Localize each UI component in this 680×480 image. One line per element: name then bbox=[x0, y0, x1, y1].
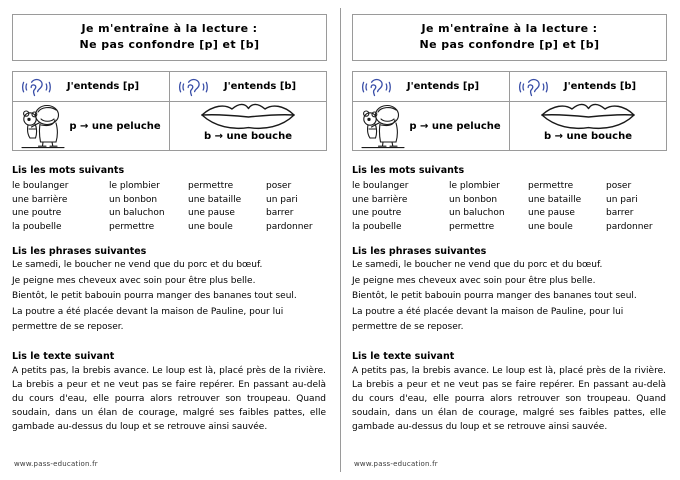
word-item: le plombier bbox=[449, 181, 500, 191]
panel-divider bbox=[340, 8, 341, 472]
ear-listening-icon bbox=[178, 76, 212, 98]
phrase-item: Je peigne mes cheveux avec soin pour être plus belle. bbox=[352, 275, 596, 286]
phoneme-illustration-cell-b bbox=[170, 102, 327, 151]
word-item: permettre bbox=[188, 181, 234, 191]
word-item: permettre bbox=[449, 221, 495, 232]
phrase-item: Le samedi, le boucher ne vend que du porc et du bœuf. bbox=[12, 260, 263, 270]
phoneme-heading-cell-b bbox=[510, 72, 667, 102]
word-item: une poutre bbox=[352, 208, 402, 218]
word-item: permettre bbox=[109, 221, 155, 232]
phoneme-caption-p: p → une peluche bbox=[409, 120, 501, 132]
word-item: un baluchon bbox=[449, 208, 505, 218]
child-hugging-teddy-bear-icon bbox=[357, 103, 409, 149]
word-item: pardonner bbox=[266, 221, 313, 232]
words-instruction: Lis les mots suivants bbox=[12, 165, 125, 176]
word-item: barrer bbox=[266, 208, 294, 218]
phrases-exercise bbox=[12, 246, 330, 336]
phoneme-heading-label-p: J'entends [p] bbox=[406, 81, 480, 92]
word-item: le plombier bbox=[109, 181, 160, 191]
phoneme-heading-label-b: J'entends [b] bbox=[563, 81, 637, 92]
words-grid bbox=[352, 180, 670, 233]
phoneme-caption-p: p → une peluche bbox=[69, 120, 161, 132]
phoneme-illustration-cell-b bbox=[510, 102, 667, 151]
phrase-item: Le samedi, le boucher ne vend que du porc et du bœuf. bbox=[352, 260, 603, 270]
footer-website: www.pass-education.fr bbox=[14, 460, 98, 468]
word-item: une barrière bbox=[12, 194, 68, 205]
word-item: une boule bbox=[528, 221, 573, 232]
word-item: pardonner bbox=[606, 221, 653, 232]
ear-listening-icon bbox=[361, 76, 395, 98]
word-item: une poutre bbox=[12, 208, 62, 218]
title-box bbox=[12, 14, 327, 61]
text-passage: A petits pas, la brebis avance. Le loup est là, placé près de la rivière. La brebis a peur et ne veut pas se faire repérer. En passant au-delà du cours d'eau, elle pourra alors retrouver son troupeau. Quand soudain, dans un élan de courage, malgré ses faibles pattes, elle gambade au-dessus du loup et se retrouve ainsi sauvée. bbox=[12, 365, 326, 432]
text-instruction: Lis le texte suivant bbox=[352, 350, 455, 362]
phoneme-illustration-cell-p bbox=[13, 102, 170, 151]
phoneme-caption-b: b → une bouche bbox=[204, 131, 292, 142]
phrases-instruction: Lis les phrases suivantes bbox=[12, 246, 147, 257]
word-item: poser bbox=[606, 181, 632, 191]
word-item: une pause bbox=[528, 208, 575, 218]
word-item: permettre bbox=[528, 181, 574, 191]
title-line-1: Je m'entraîne à la lecture : bbox=[421, 22, 598, 35]
title-box bbox=[352, 14, 667, 61]
lips-mouth-icon bbox=[539, 102, 637, 130]
worksheet-panel-right bbox=[340, 0, 680, 480]
phoneme-heading-cell-p bbox=[353, 72, 510, 102]
words-instruction: Lis les mots suivants bbox=[352, 165, 465, 176]
text-instruction: Lis le texte suivant bbox=[12, 350, 115, 362]
footer-website: www.pass-education.fr bbox=[354, 460, 438, 468]
text-exercise bbox=[352, 351, 670, 434]
phoneme-illustration-row bbox=[13, 102, 327, 151]
word-item: une pause bbox=[188, 208, 235, 218]
phrase-item: Bientôt, le petit babouin pourra manger des bananes tout seul. bbox=[12, 291, 297, 301]
word-item: le boulanger bbox=[352, 181, 409, 191]
word-item: barrer bbox=[606, 208, 634, 218]
title-line-1: Je m'entraîne à la lecture : bbox=[81, 22, 258, 35]
word-item: une bataille bbox=[528, 194, 582, 205]
ear-listening-icon bbox=[518, 76, 552, 98]
phoneme-illustration-row bbox=[353, 102, 667, 151]
phoneme-caption-b: b → une bouche bbox=[544, 131, 632, 142]
words-exercise bbox=[352, 165, 670, 233]
word-item: une barrière bbox=[352, 194, 408, 205]
word-item: un bonbon bbox=[109, 194, 158, 205]
words-exercise bbox=[12, 165, 330, 233]
phoneme-heading-cell-b bbox=[170, 72, 327, 102]
phoneme-table bbox=[352, 71, 667, 151]
text-passage: A petits pas, la brebis avance. Le loup est là, placé près de la rivière. La brebis a peur et ne veut pas se faire repérer. En passant au-delà du cours d'eau, elle pourra alors retrouver son troupeau. Quand soudain, dans un élan de courage, malgré ses faibles pattes, elle gambade au-dessus du loup et se retrouve ainsi sauvée. bbox=[352, 365, 666, 432]
words-grid bbox=[12, 180, 330, 233]
phoneme-heading-row bbox=[353, 72, 667, 102]
title-line-2: Ne pas confondre [p] et [b] bbox=[79, 38, 260, 51]
word-item: le boulanger bbox=[12, 181, 69, 191]
word-item: un pari bbox=[266, 194, 298, 205]
word-item: un bonbon bbox=[449, 194, 498, 205]
phrase-item: Je peigne mes cheveux avec soin pour être plus belle. bbox=[12, 275, 256, 286]
text-exercise bbox=[12, 351, 330, 434]
phrases-instruction: Lis les phrases suivantes bbox=[352, 246, 487, 257]
word-item: la poubelle bbox=[352, 221, 402, 232]
phoneme-heading-label-p: J'entends [p] bbox=[66, 81, 140, 92]
word-item: poser bbox=[266, 181, 292, 191]
phoneme-heading-label-b: J'entends [b] bbox=[223, 81, 297, 92]
word-item: une bataille bbox=[188, 194, 242, 205]
phrase-item: Bientôt, le petit babouin pourra manger des bananes tout seul. bbox=[352, 291, 637, 301]
phoneme-heading-cell-p bbox=[13, 72, 170, 102]
word-item: un pari bbox=[606, 194, 638, 205]
phoneme-table bbox=[12, 71, 327, 151]
ear-listening-icon bbox=[21, 76, 55, 98]
lips-mouth-icon bbox=[199, 102, 297, 130]
word-item: la poubelle bbox=[12, 221, 62, 232]
word-item: un baluchon bbox=[109, 208, 165, 218]
phrases-exercise bbox=[352, 246, 670, 336]
phoneme-heading-row bbox=[13, 72, 327, 102]
phrase-item: La poutre a été placée devant la maison de Pauline, pour lui permettre de se reposer. bbox=[352, 306, 624, 332]
word-item: une boule bbox=[188, 221, 233, 232]
phoneme-illustration-cell-p bbox=[353, 102, 510, 151]
title-line-2: Ne pas confondre [p] et [b] bbox=[419, 38, 600, 51]
phrase-item: La poutre a été placée devant la maison de Pauline, pour lui permettre de se reposer. bbox=[12, 306, 284, 332]
child-hugging-teddy-bear-icon bbox=[17, 103, 69, 149]
